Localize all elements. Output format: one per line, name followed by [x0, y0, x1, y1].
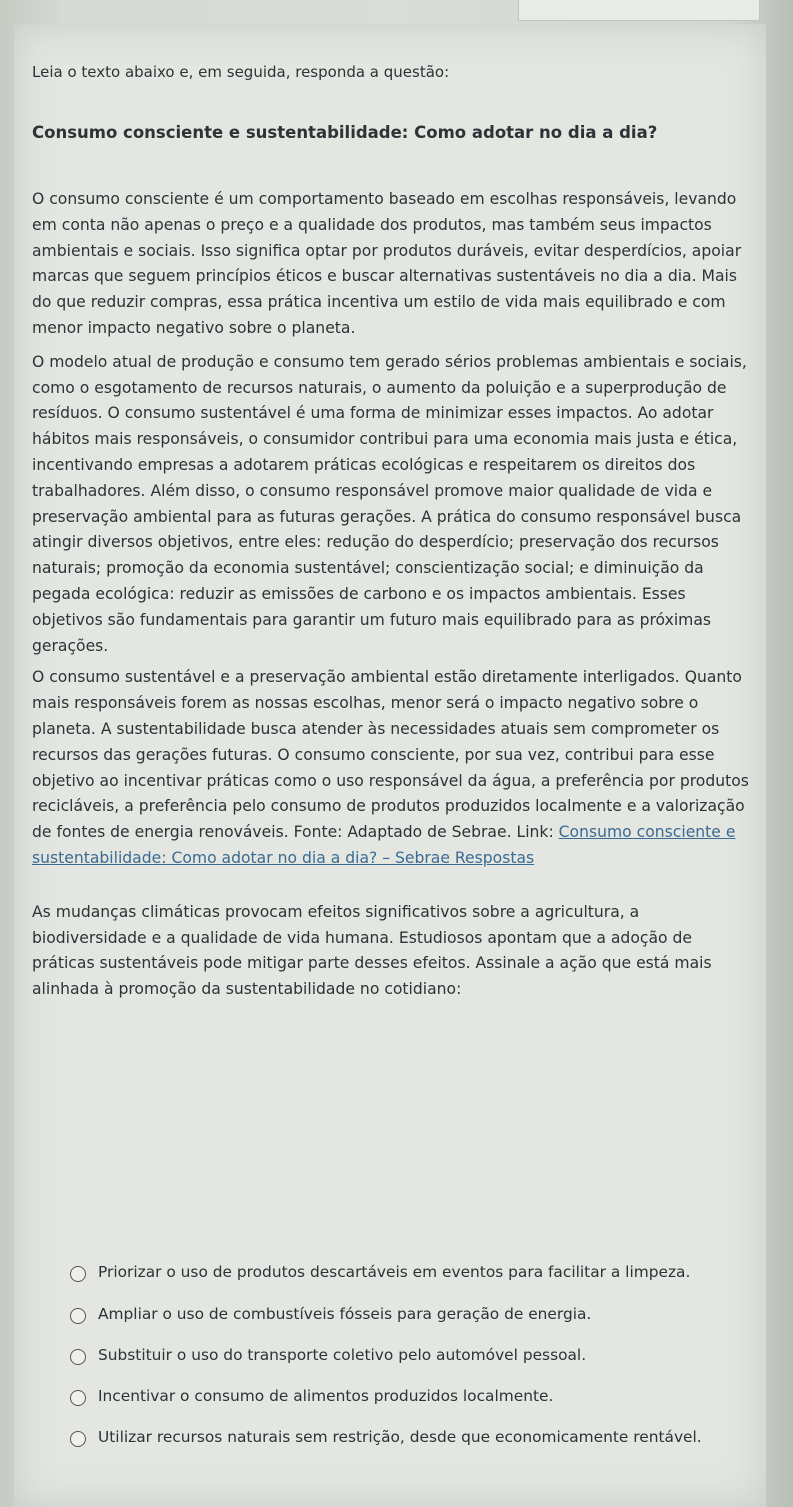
answer-option-label: Priorizar o uso de produtos descartáveis em eventos para facilitar a limpeza.	[98, 1263, 691, 1281]
question-content	[32, 62, 754, 1003]
article-paragraph-3-text: O consumo sustentável e a preservação ambiental estão diretamente interligados. Quanto mais responsáveis forem as nossas escolhas, menor será o impacto negativo sobre o planeta. A sustentabilidade busca atender às necessidades atuais sem comprometer os recursos das gerações futuras. O consumo consciente, por sua vez, contribui para esse objetivo ao incentivar práticas como o uso responsável da água, a preferência por produtos recicláveis, a preferência pelo consumo de produtos produzidos localmente e a valorização de fontes de energia renováveis. Fonte: Adaptado de Sebrae.	[32, 668, 749, 842]
answer-option-5[interactable]	[70, 1425, 730, 1450]
radio-button[interactable]	[70, 1431, 86, 1447]
instruction-text: Leia o texto abaixo e, em seguida, responda a questão:	[32, 63, 450, 81]
radio-button[interactable]	[70, 1349, 86, 1365]
source-link-prefix: Link:	[516, 823, 559, 842]
answer-option-label: Substituir o uso do transporte coletivo pelo automóvel pessoal.	[98, 1346, 587, 1364]
radio-button[interactable]	[70, 1390, 86, 1406]
answer-option-4[interactable]	[70, 1384, 730, 1409]
answer-option-2[interactable]	[70, 1302, 730, 1327]
answer-option-label: Utilizar recursos naturais sem restrição, desde que economicamente rentável.	[98, 1428, 702, 1446]
article-paragraph-2: O modelo atual de produção e consumo tem gerado sérios problemas ambientais e sociais, como o esgotamento de recursos naturais, o aumento da poluição e a superprodução de resíduos. O consumo sustentável é uma forma de minimizar esses impactos. Ao adotar hábitos mais responsáveis, o consumidor contribui para uma economia mais justa e ética, incentivando empresas a adotarem práticas ecológicas e respeitarem os direitos dos trabalhadores. Além disso, o consumo responsável promove maior qualidade de vida e preservação ambiental para as futuras gerações. A prática do consumo responsável busca atingir diversos objetivos, entre eles: redução do desperdício; preservação dos recursos naturais; promoção da economia sustentável; conscientização social; e diminuição da pegada ecológica: reduzir as emissões de carbono e os impactos ambientais. Esses objetivos são fundamentais para garantir um futuro mais equilibrado para as próximas gerações.	[32, 352, 747, 655]
answer-option-label: Incentivar o consumo de alimentos produzidos localmente.	[98, 1387, 554, 1405]
answer-options	[70, 1260, 730, 1466]
answer-option-1[interactable]	[70, 1260, 730, 1285]
top-toolbar	[518, 0, 760, 21]
answer-option-3[interactable]	[70, 1343, 730, 1368]
article-title: Consumo consciente e sustentabilidade: Como adotar no dia a dia?	[32, 123, 658, 142]
article-paragraph-3	[32, 665, 754, 871]
article-paragraph-1: O consumo consciente é um comportamento baseado em escolhas responsáveis, levando em conta não apenas o preço e a qualidade dos produtos, mas também seus impactos ambientais e sociais. Isso significa optar por produtos duráveis, evitar desperdícios, apoiar marcas que seguem princípios éticos e buscar alternativas sustentáveis no dia a dia. Mais do que reduzir compras, essa prática incentiva um estilo de vida mais equilibrado e com menor impacto negativo sobre o planeta.	[32, 190, 742, 337]
question-page	[14, 24, 766, 1507]
radio-button[interactable]	[70, 1308, 86, 1324]
answer-option-label: Ampliar o uso de combustíveis fósseis para geração de energia.	[98, 1305, 592, 1323]
question-prompt: As mudanças climáticas provocam efeitos significativos sobre a agricultura, a biodiversidade e a qualidade de vida humana. Estudiosos apontam que a adoção de práticas sustentáveis pode mitigar parte desses efeitos. Assinale a ação que está mais alinhada à promoção da sustentabilidade no cotidiano:	[32, 902, 712, 999]
radio-button[interactable]	[70, 1266, 86, 1282]
source-link[interactable]: Consumo consciente e sustentabilidade: Como adotar no dia a dia? – Sebrae Respostas	[32, 823, 736, 867]
